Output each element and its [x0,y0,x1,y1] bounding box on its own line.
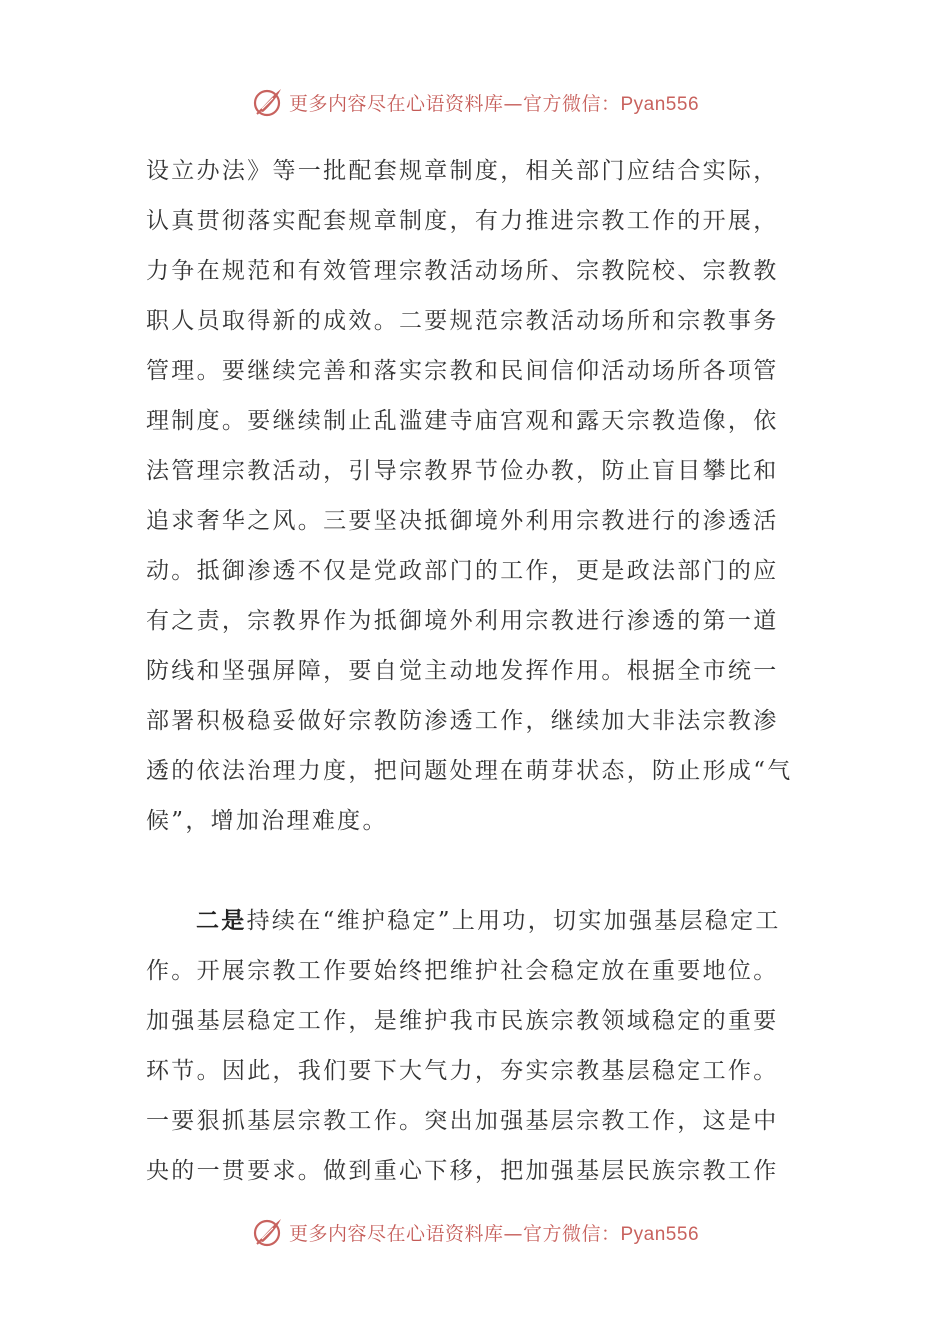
banner-wechat-label: 官方微信： [522,92,621,115]
quill-pen-logo-icon [251,1215,285,1249]
document-body [146,146,796,1196]
footer-banner-text [289,1219,699,1246]
banner-dash: — [503,92,523,115]
banner-main-text: 更多内容尽在心语资料库 [288,1222,504,1245]
footer-banner [0,1212,950,1252]
paragraph-2-lead: 二是 [196,907,247,934]
quill-pen-logo-icon [251,85,285,119]
banner-wechat-id: Pyan556 [620,1223,700,1245]
banner-main-text: 更多内容尽在心语资料库 [288,92,504,115]
banner-dash: — [503,1222,523,1245]
paragraph-2 [146,896,796,1196]
header-banner [0,82,950,122]
banner-wechat-label: 官方微信： [522,1222,621,1245]
paragraph-1: 设立办法》等一批配套规章制度，相关部门应结合实际，认真贯彻落实配套规章制度，有力推进宗教工作的开展，力争在规范和有效管理宗教活动场所、宗教院校、宗教教职人员取得新的成效。二要规范宗教活动场所和宗教事务管理。要继续完善和落实宗教和民间信仰活动场所各项管理制度。要继续制止乱滥建寺庙宫观和露天宗教造像，依法管理宗教活动，引导宗教界节俭办教，防止盲目攀比和追求奢华之风。三要坚决抵御境外利用宗教进行的渗透活动。抵御渗透不仅是党政部门的工作，更是政法部门的应有之责，宗教界作为抵御境外利用宗教进行渗透的第一道防线和坚强屏障，要自觉主动地发挥作用。根据全市统一部署积极稳妥做好宗教防渗透工作，继续加大非法宗教渗透的依法治理力度，把问题处理在萌芽状态，防止形成“气候”，增加治理难度。 [146,158,793,834]
banner-wechat-id: Pyan556 [620,93,700,115]
paragraph-2-text: 持续在“维护稳定”上用功，切实加强基层稳定工作。开展宗教工作要始终把维护社会稳定放在重要地位。加强基层稳定工作，是维护我市民族宗教领域稳定的重要环节。因此，我们要下大气力，夯实宗教基层稳定工作。一要狠抓基层宗教工作。突出加强基层宗教工作，这是中央的一贯要求。做到重心下移，把加强基层民族宗教工作 [146,908,781,1184]
header-banner-text [289,89,699,116]
